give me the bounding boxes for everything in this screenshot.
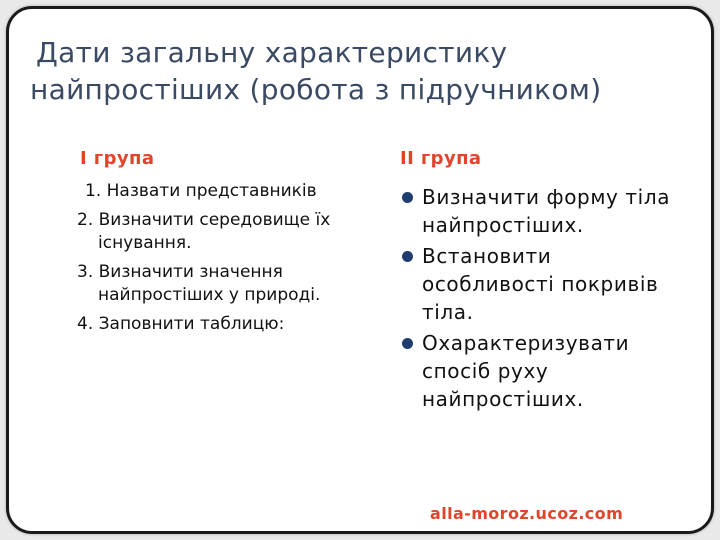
group-1-task-item: 1. Назвати представників [85, 181, 317, 201]
group-2-task-text: Встановити особливості покривів тіла. [422, 244, 659, 324]
group-2-task-item [400, 242, 690, 326]
slide-title [22, 34, 692, 108]
bullet-dot-icon [402, 338, 413, 349]
group-1-heading: I група [80, 148, 155, 169]
group-1-task-item: 3. Визначити значення найпростіших у природі. [77, 262, 321, 305]
group-2-task-list [400, 183, 690, 416]
slide-title-line-2: найпростіших (робота з підручником) [30, 73, 602, 106]
group-2-heading: II група [400, 148, 482, 169]
group-1-task-item: 2. Визначити середовище їх існування. [77, 210, 331, 253]
bullet-dot-icon [402, 251, 413, 262]
source-url: alla-moroz.ucoz.com [430, 504, 624, 523]
slide-title-line-1: Дати загальну характеристику [36, 36, 508, 69]
group-2-task-text: Визначити форму тіла найпростіших. [422, 185, 671, 237]
bullet-dot-icon [402, 192, 413, 203]
group-1-task-item: 4. Заповнити таблицю: [77, 314, 285, 334]
group-2-task-item [400, 183, 690, 239]
group-2-task-item [400, 329, 690, 413]
group-2-task-text: Охарактеризувати спосіб руху найпростіших. [422, 331, 630, 411]
group-1-task-list [77, 180, 377, 342]
